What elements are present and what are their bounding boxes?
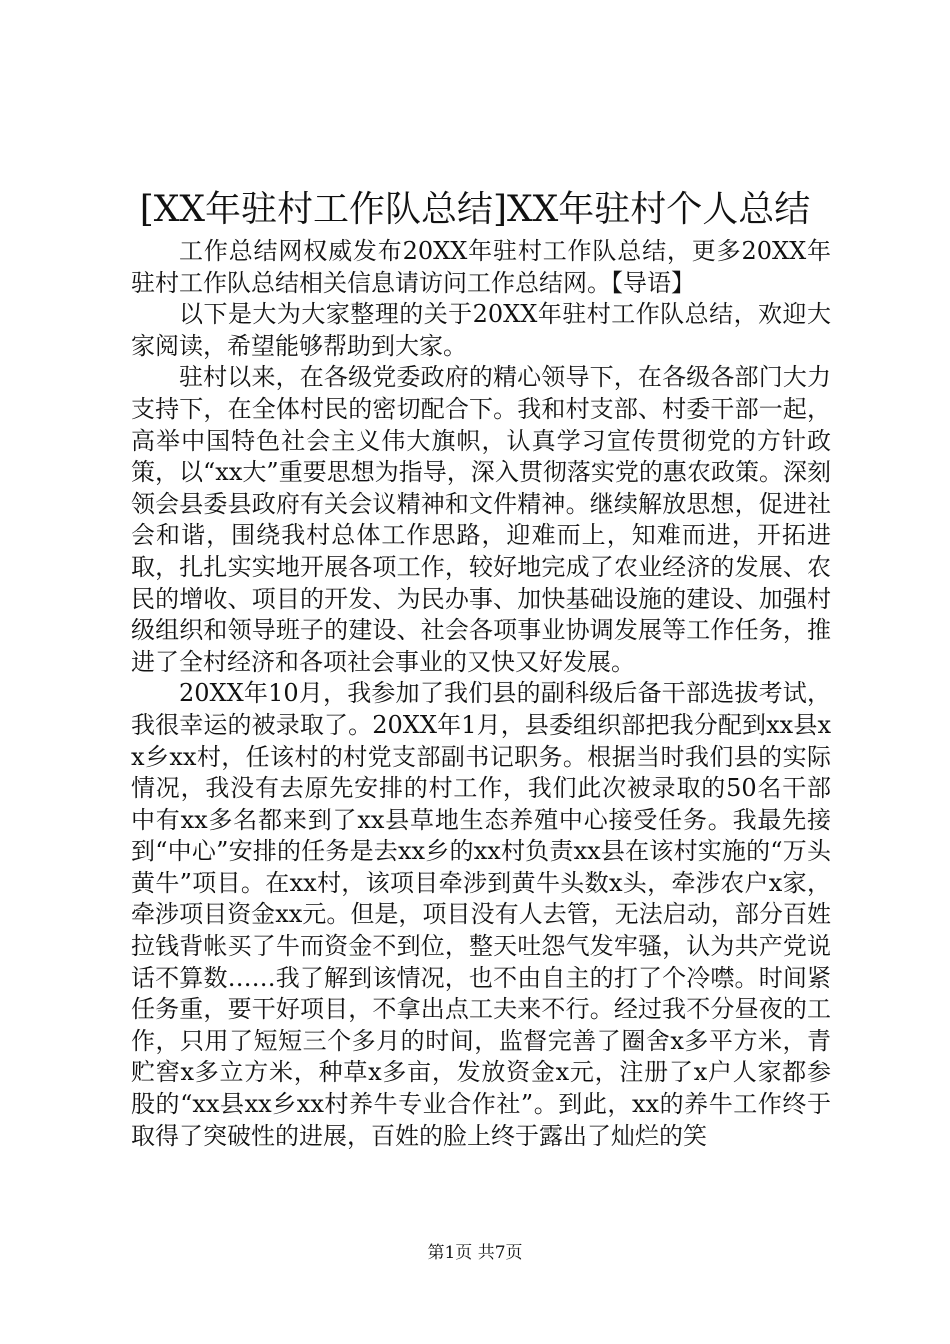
page-footer: 第1页 共7页 [427, 1243, 523, 1263]
document-body [131, 236, 831, 1152]
paragraph-experience: 20XX年10月，我参加了我们县的副科级后备干部选拔考试，我很幸运的被录取了。20XX年1月，县委组织部把我分配到xx县xx乡xx村，任该村的村党支部副书记职务。根据当时我们县的实际情况，我没有去原先安排的村工作，我们此次被录取的50名干部中有xx多名都来到了xx县草地生态养殖中心接受任务。我最先接到“中心”安排的任务是去xx乡的xx村负责xx县在该村实施的“万头黄牛”项目。在xx村，该项目牵涉到黄牛头数x头，牵涉农户x家，牵涉项目资金xx元。但是，项目没有人去管，无法启动，部分百姓拉钱背帐买了牛而资金不到位，整天吐怨气发牢骚，认为共产党说话不算数……我了解到该情况，也不由自主的打了个冷噤。时间紧任务重，要干好项目，不拿出点工夫来不行。经过我不分昼夜的工作，只用了短短三个多月的时间，监督完善了圈舍x多平方米，青贮窖x多立方米，种草x多亩，发放资金x元，注册了x户人家都参股的“xx县xx乡xx村养牛专业合作社”。到此，xx的养牛工作终于取得了突破性的进展，百姓的脸上终于露出了灿烂的笑 [131, 679, 831, 1150]
paragraph-preface: 以下是大为大家整理的关于20XX年驻村工作队总结，欢迎大家阅读，希望能够帮助到大家。 [131, 300, 831, 360]
document-title: [XX年驻村工作队总结]XX年驻村个人总结 [139, 189, 811, 230]
paragraph-overview: 驻村以来，在各级党委政府的精心领导下，在各级各部门大力支持下，在全体村民的密切配合下。我和村支部、村委干部一起，高举中国特色社会主义伟大旗帜，认真学习宣传贯彻党的方针政策，以“xx大”重要思想为指导，深入贯彻落实党的惠农政策。深刻领会县委县政府有关会议精神和文件精神。继续解放思想，促进社会和谐，围绕我村总体工作思路，迎难而上，知难而进，开拓进取，扎扎实实地开展各项工作，较好地完成了农业经济的发展、农民的增收、项目的开发、为民办事、加快基础设施的建设、加强村级组织和领导班子的建设、社会各项事业协调发展等工作任务，推进了全村经济和各项社会事业的又快又好发展。 [131, 363, 831, 676]
paragraph-intro: 工作总结网权威发布20XX年驻村工作队总结，更多20XX年驻村工作队总结相关信息请访问工作总结网。【导语】 [131, 237, 831, 297]
